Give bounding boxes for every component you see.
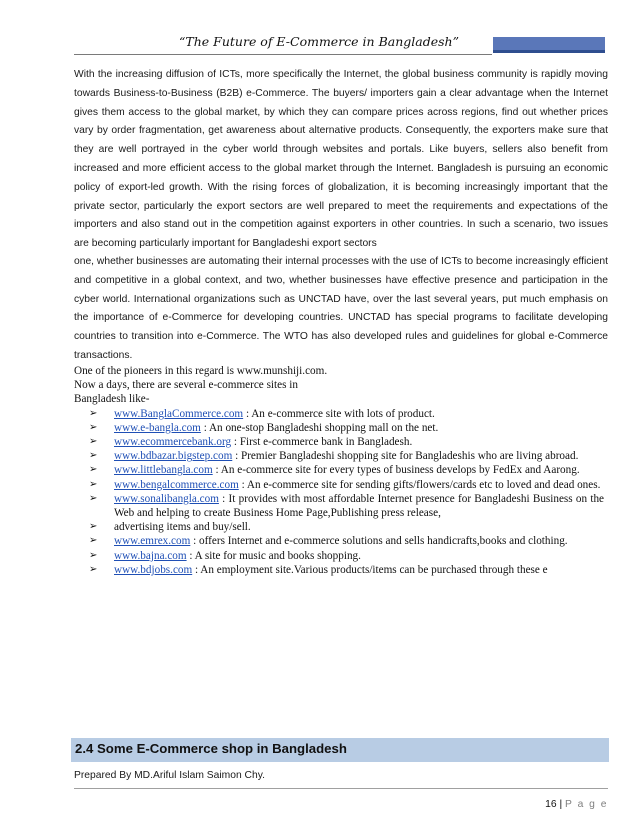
site-link[interactable]: www.bengalcommerce.com — [114, 478, 239, 491]
site-link[interactable]: www.bdbazar.bigstep.com — [114, 450, 233, 463]
site-link[interactable]: www.bajna.com — [114, 549, 187, 562]
list-item — [89, 421, 608, 435]
site-description: : First e-commerce bank in Bangladesh. — [231, 436, 413, 449]
list-item — [89, 492, 608, 520]
list-item — [89, 534, 608, 548]
list-item — [89, 563, 608, 577]
section-heading-bar — [71, 738, 609, 762]
list-item — [89, 520, 608, 534]
intro-line: Bangladesh like- — [74, 393, 150, 406]
list-item — [89, 549, 608, 563]
list-item — [89, 478, 608, 492]
sites-block — [74, 364, 608, 577]
site-description: : It provides with most affordable Internet presence for Bangladeshi Business on the Web and helping to create Business Home Page,Publishing press release, — [114, 492, 604, 520]
site-description: : A site for music and books shopping. — [186, 549, 361, 562]
arrow-bullet-icon: ➢ — [89, 492, 98, 504]
body-paragraph-2: one, whether businesses are automating their internal processes with the use of ICTs to become increasingly efficient and competitive in a global context, and two, whether businesses have effective presence and participation in the cyber world. International organizations such as UNCTAD have, over the last several years, put much emphasis on the importance of e-Commerce for developing countries. UNCTAD has special programs to facilitate developing countries to transition into e-Commerce. The WTO has also developed rules and guidelines for global e-Commerce transactions. — [74, 256, 608, 361]
site-link[interactable]: www.littlebangla.com — [114, 464, 213, 477]
site-link[interactable]: www.sonalibangla.com — [114, 492, 219, 505]
arrow-bullet-icon: ➢ — [89, 521, 98, 533]
site-description: : An e-commerce site with lots of product. — [243, 407, 435, 420]
site-link[interactable]: www.e-bangla.com — [114, 421, 201, 434]
list-item — [89, 463, 608, 477]
site-description: : An employment site.Various products/items can be purchased through these e — [192, 563, 548, 576]
arrow-bullet-icon: ➢ — [89, 549, 98, 561]
arrow-bullet-icon: ➢ — [89, 436, 98, 448]
intro-line: Now a days, there are several e-commerce sites in — [74, 379, 298, 392]
arrow-bullet-icon: ➢ — [89, 563, 98, 575]
site-list — [74, 407, 608, 577]
site-link[interactable]: www.ecommercebank.org — [114, 436, 232, 449]
arrow-bullet-icon: ➢ — [89, 535, 98, 547]
arrow-bullet-icon: ➢ — [89, 464, 98, 476]
header-accent-bar — [493, 37, 605, 53]
intro-line: One of the pioneers in this regard is www.munshiji.com. — [74, 365, 328, 377]
list-item — [89, 435, 608, 449]
header-rule — [74, 54, 492, 55]
arrow-bullet-icon: ➢ — [89, 450, 98, 462]
section-heading: 2.4 Some E-Commerce shop in Bangladesh — [75, 741, 347, 756]
page-number — [545, 799, 608, 810]
site-description: : An one-stop Bangladeshi shopping mall on the net. — [200, 421, 439, 434]
arrow-bullet-icon: ➢ — [89, 421, 98, 433]
site-description: advertising items and buy/sell. — [114, 521, 251, 534]
arrow-bullet-icon: ➢ — [89, 407, 98, 419]
site-description: : offers Internet and e-commerce solutions and sells handicrafts,books and clothing. — [190, 535, 568, 548]
list-item — [89, 449, 608, 463]
site-description: : Premier Bangladeshi shopping site for Bangladeshis who are living abroad. — [232, 450, 579, 463]
page-word: P a g e — [565, 799, 608, 810]
site-link[interactable]: www.BanglaCommerce.com — [114, 407, 244, 420]
document-header-title: “The Future of E-Commerce in Bangladesh” — [179, 34, 459, 49]
arrow-bullet-icon: ➢ — [89, 478, 98, 490]
body-paragraph-1: With the increasing diffusion of ICTs, more specifically the Internet, the global business community is rapidly moving towards Business-to-Business (B2B) e-Commerce. The buyers/ importers gain a clear advantage when the Internet gives them access to the global market, by which they can compare prices across regions, find out whether prices vary by order fragmentation, get awareness about alternative products. Consequently, the exporters make sure that they are well portrayed in the cyber world through websites and portals. Like buyers, sellers also benefit from increased and more efficient access to the global market through the Internet. Bangladesh is pursuing an economic policy of export-led growth. With the rising forces of globalization, it is becoming increasingly important that the private sector, particularly the export sectors are well prepared to meet the requirements and expectations of the importers and also stand out in the competition against exporters in other countries. In such a scenario, two issues are becoming particularly important for Bangladeshi export sectors — [74, 69, 608, 250]
site-description: : An e-commerce site for every types of business develops by FedEx and Aarong. — [212, 464, 580, 477]
page-separator: | — [556, 799, 566, 810]
list-item — [89, 407, 608, 421]
site-link[interactable]: www.bdjobs.com — [114, 563, 193, 576]
prepared-by-line: Prepared By MD.Ariful Islam Saimon Chy. — [74, 770, 265, 781]
site-description: : An e-commerce site for sending gifts/flowers/cards etc to loved and dead ones. — [238, 478, 601, 491]
footer-rule — [74, 788, 608, 789]
site-link[interactable]: www.emrex.com — [114, 535, 191, 548]
page-number-value: 16 — [545, 799, 557, 810]
